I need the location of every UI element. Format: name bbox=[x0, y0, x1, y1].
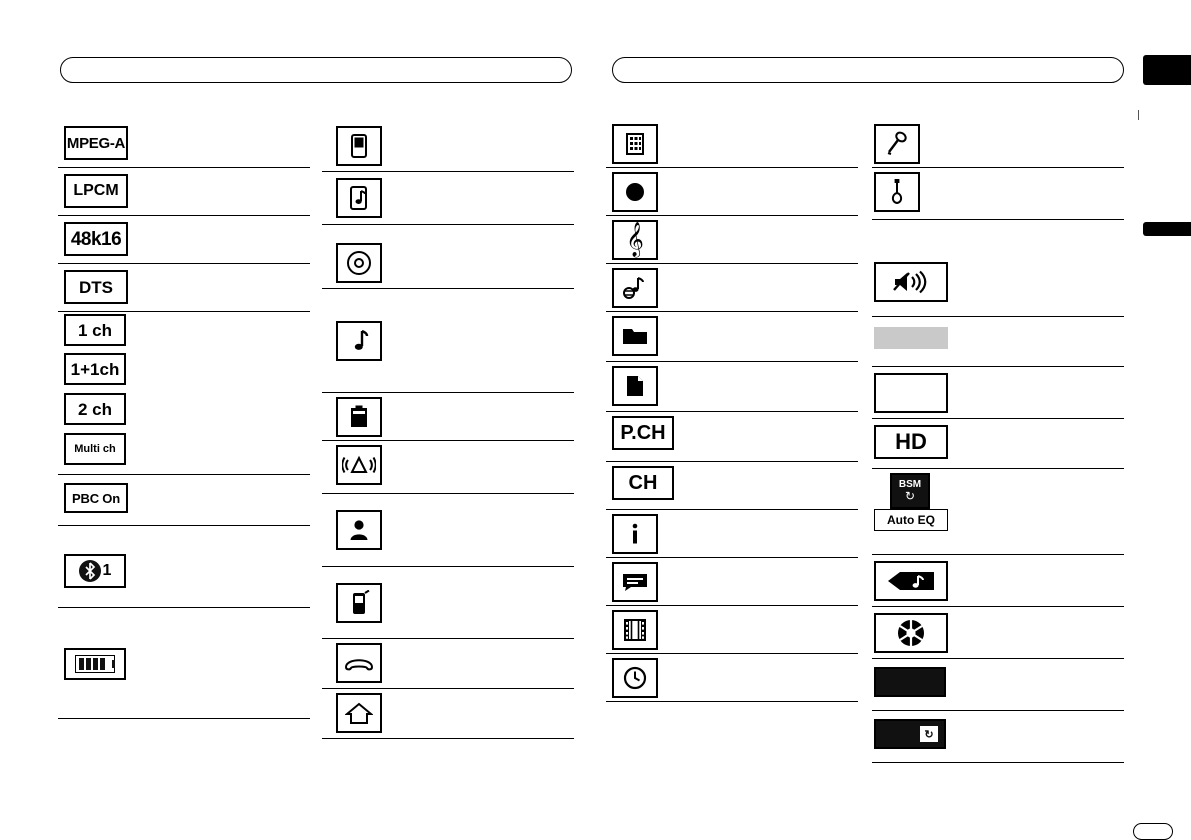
legend-row bbox=[322, 441, 574, 494]
color-wheel-icon bbox=[874, 613, 948, 653]
battery-icon bbox=[64, 648, 126, 680]
legend-row bbox=[58, 120, 310, 168]
legend-row bbox=[606, 312, 858, 362]
preset-channel-badge-label: P.CH bbox=[620, 422, 666, 444]
48k16-badge-label: 48k16 bbox=[70, 228, 122, 250]
hd-badge-label: HD bbox=[895, 429, 927, 454]
page-number-pill bbox=[1133, 823, 1173, 840]
mpeg-a-badge bbox=[64, 126, 128, 160]
legend-row bbox=[606, 362, 858, 412]
mpeg-a-badge-label: MPEG-A bbox=[66, 134, 126, 152]
legend-row bbox=[322, 567, 574, 639]
channel-badge bbox=[612, 466, 674, 500]
legend-row bbox=[322, 393, 574, 441]
legend-row bbox=[606, 216, 858, 264]
subtitle-icon bbox=[612, 562, 658, 602]
building-icon bbox=[612, 124, 658, 164]
legend-row bbox=[872, 120, 1124, 168]
legend-row bbox=[322, 225, 574, 289]
legend-row bbox=[606, 412, 858, 462]
bluetooth-device-number: 1 bbox=[102, 562, 112, 579]
legend-row bbox=[872, 317, 1124, 367]
black-bar-repeat-icon bbox=[874, 719, 946, 749]
page-edge-tab-primary bbox=[1143, 55, 1191, 85]
legend-row bbox=[322, 639, 574, 689]
legend-row bbox=[322, 120, 574, 172]
legend-column-1-footer-rule bbox=[58, 718, 310, 719]
treble-clef-icon bbox=[612, 220, 658, 260]
bsm-badge-label: BSM bbox=[898, 479, 922, 490]
legend-row bbox=[872, 711, 1124, 763]
contact-person-icon bbox=[336, 510, 382, 550]
legend-row bbox=[58, 216, 310, 264]
auto-eq-badge bbox=[874, 509, 948, 531]
handset-icon bbox=[336, 643, 382, 683]
disc-icon bbox=[336, 243, 382, 283]
sound-retriever-icon bbox=[874, 561, 948, 601]
bluetooth-1-icon bbox=[64, 554, 126, 588]
legend-row bbox=[872, 220, 1124, 317]
black-bar-icon bbox=[874, 667, 946, 697]
dts-badge-label: DTS bbox=[79, 277, 113, 297]
bsm-badge bbox=[890, 473, 930, 509]
legend-column-3 bbox=[606, 120, 858, 702]
legend-row bbox=[606, 606, 858, 654]
legend-row bbox=[606, 654, 858, 702]
legend-row bbox=[322, 494, 574, 567]
legend-row bbox=[606, 264, 858, 312]
guitar-icon bbox=[874, 172, 920, 212]
legend-row bbox=[58, 433, 310, 475]
instruments-icon bbox=[612, 268, 658, 308]
legend-row bbox=[322, 172, 574, 225]
hd-badge bbox=[874, 425, 948, 459]
legend-row bbox=[58, 264, 310, 312]
legend-column-1 bbox=[58, 120, 310, 719]
cell-phone-icon bbox=[336, 583, 382, 623]
legend-row bbox=[606, 462, 858, 510]
film-strip-icon bbox=[612, 610, 658, 650]
2ch-badge-label: 2 ch bbox=[77, 399, 113, 419]
pbc-on-badge-label: PBC On bbox=[72, 490, 120, 506]
music-note-phone-icon bbox=[336, 178, 382, 218]
signal-waves-icon bbox=[336, 445, 382, 485]
folder-icon bbox=[612, 316, 658, 356]
legend-row bbox=[58, 475, 310, 526]
channel-badge-label: CH bbox=[628, 472, 658, 494]
2ch-badge bbox=[64, 393, 126, 425]
clipboard-icon bbox=[336, 397, 382, 437]
legend-row bbox=[58, 526, 310, 608]
page-number bbox=[1134, 824, 1135, 825]
repeat-glyph: ↻ bbox=[920, 726, 938, 742]
legend-row bbox=[872, 515, 1124, 555]
legend-row bbox=[58, 168, 310, 216]
file-icon bbox=[612, 366, 658, 406]
legend-row bbox=[606, 558, 858, 606]
dts-badge bbox=[64, 270, 128, 304]
legend-row bbox=[872, 419, 1124, 469]
section-header-right bbox=[612, 57, 1124, 83]
legend-row bbox=[58, 312, 310, 353]
mobile-phone-icon bbox=[336, 126, 382, 166]
section-header-left bbox=[60, 57, 572, 83]
multich-badge-label: Multi ch bbox=[74, 442, 116, 455]
grey-swatch bbox=[874, 327, 948, 349]
pbc-on-badge bbox=[64, 483, 128, 513]
home-icon bbox=[336, 693, 382, 733]
1ch-badge bbox=[64, 314, 126, 346]
legend-row bbox=[872, 555, 1124, 607]
bsm-refresh-icon: ↻ bbox=[904, 489, 916, 503]
preset-channel-badge bbox=[612, 416, 674, 450]
48k16-badge bbox=[64, 222, 128, 256]
legend-column-2 bbox=[322, 120, 574, 739]
legend-row bbox=[606, 120, 858, 168]
legend-row bbox=[872, 367, 1124, 419]
auto-eq-badge-label: Auto EQ bbox=[887, 513, 935, 527]
page-edge-tick bbox=[1138, 110, 1139, 120]
lpcm-badge-label: LPCM bbox=[73, 182, 119, 199]
clock-icon bbox=[612, 658, 658, 698]
multich-badge bbox=[64, 433, 126, 465]
page-edge-tab-secondary bbox=[1143, 222, 1191, 236]
blank-frame bbox=[874, 373, 948, 413]
legend-row bbox=[58, 393, 310, 433]
legend-row bbox=[58, 353, 310, 393]
1ch-badge-label: 1 ch bbox=[77, 320, 113, 340]
legend-row bbox=[872, 168, 1124, 220]
speaker-mute-icon bbox=[874, 262, 948, 302]
lpcm-badge bbox=[64, 174, 128, 208]
legend-row bbox=[606, 510, 858, 558]
single-note-icon bbox=[336, 321, 382, 361]
legend-column-4 bbox=[872, 120, 1124, 763]
microphone-icon bbox=[874, 124, 920, 164]
legend-row bbox=[322, 289, 574, 393]
section-header-right-label bbox=[613, 58, 614, 59]
legend-row bbox=[872, 659, 1124, 711]
legend-row bbox=[872, 607, 1124, 659]
bluetooth-glyph bbox=[79, 560, 101, 582]
section-header-left-label bbox=[61, 58, 62, 59]
1plus1ch-badge bbox=[64, 353, 126, 385]
legend-row bbox=[58, 608, 310, 718]
treble-clef-glyph: 𝄞 bbox=[626, 223, 644, 256]
1plus1ch-badge-label: 1+1ch bbox=[70, 359, 120, 379]
record-dot-icon bbox=[612, 172, 658, 212]
info-icon bbox=[612, 514, 658, 554]
legend-row bbox=[322, 689, 574, 739]
legend-row bbox=[606, 168, 858, 216]
